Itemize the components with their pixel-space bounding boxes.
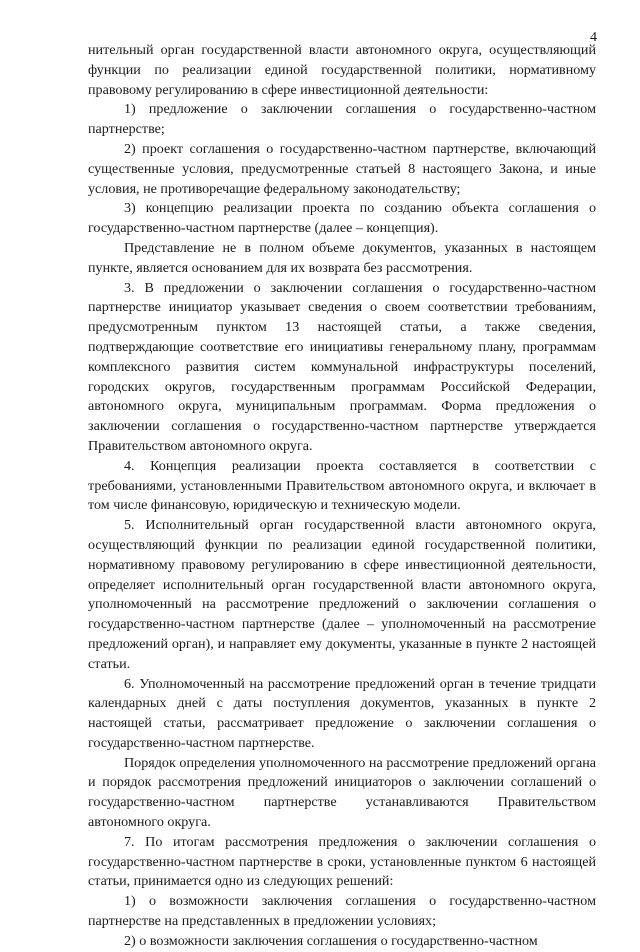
paragraph: 7. По итогам рассмотрения предложения о заключении соглашения о государственно-частном партнерстве в сроки, установленные пунктом 6 настоящей статьи, принимается одно из следующих решений: (88, 833, 596, 890)
paragraph: Порядок определения уполномоченного на рассмотрение предложений органа и порядок рассмотрения предложений инициаторов о заключении соглашений о государственно-частном партнерстве устанавливаются Правительством автономного округа. (88, 754, 596, 831)
paragraph: 3) концепцию реализации проекта по созданию объекта соглашения о государственно-частном партнерстве (далее – концепция). (88, 200, 596, 237)
paragraph: 1) предложение о заключении соглашения о государственно-частном партнерстве; (88, 101, 596, 138)
paragraph: нительный орган государственной власти автономного округа, осуществляющий функции по реализации единой государственной политики, нормативному правовому регулированию в сфере инвестиционной деятельности: (88, 42, 596, 98)
paragraph: 6. Уполномоченный на рассмотрение предложений орган в течение тридцати календарных дней с даты поступления документов, указанных в пункте 2 настоящей статьи, рассматривает предложение о заключении соглашения о государственно-частном партнерстве. (88, 675, 596, 751)
paragraph: Представление не в полном объеме документов, указанных в настоящем пункте, является основанием для их возврата без рассмотрения. (88, 239, 596, 276)
paragraph: 2) проект соглашения о государственно-частном партнерстве, включающий существенные условия, предусмотренные статьей 8 настоящего Закона, и иные условия, не противоречащие федеральному законодательству; (88, 140, 596, 197)
paragraph: 5. Исполнительный орган государственной власти автономного округа, осуществляющий функции по реализации единой государственной политики, нормативному правовому регулированию в сфере инвестиционной деятельности, определяет исполнительный орган государственной власти автономного округа, уполномоченный на рассмотрение предложений о заключении соглашения о государственно-частном партнерстве (далее – уполномоченный на рассмотрение предложений орган), и направляет ему документы, указанные в пункте 2 настоящей статьи. (88, 517, 596, 672)
paragraph: 1) о возможности заключения соглашения о государственно-частном партнерстве на представленных в предложении условиях; (88, 893, 596, 930)
page-number: 4 (590, 30, 597, 45)
paragraph: 4. Концепция реализации проекта составляется в соответствии с требованиями, установленными Правительством автономного округа, и включает в том числе финансовую, юридическую и техническую модели. (88, 457, 596, 514)
document-body (88, 41, 596, 952)
paragraph: 3. В предложении о заключении соглашения о государственно-частном партнерстве инициатор указывает сведения о своем соответствии требованиям, предусмотренным пунктом 13 настоящей статьи, а также сведения, подтверждающие соответствие его инициативы генеральному плану, программам комплексного развития систем коммунальной инфраструктуры поселений, городских округов, государственным программам Российской Федерации, автономного округа, муниципальным программам. Форма предложения о заключении соглашения о государственно-частном партнерстве утверждается Правительством автономного округа. (88, 279, 596, 454)
paragraph: 2) о возможности заключения соглашения о государственно-частном (124, 932, 538, 949)
